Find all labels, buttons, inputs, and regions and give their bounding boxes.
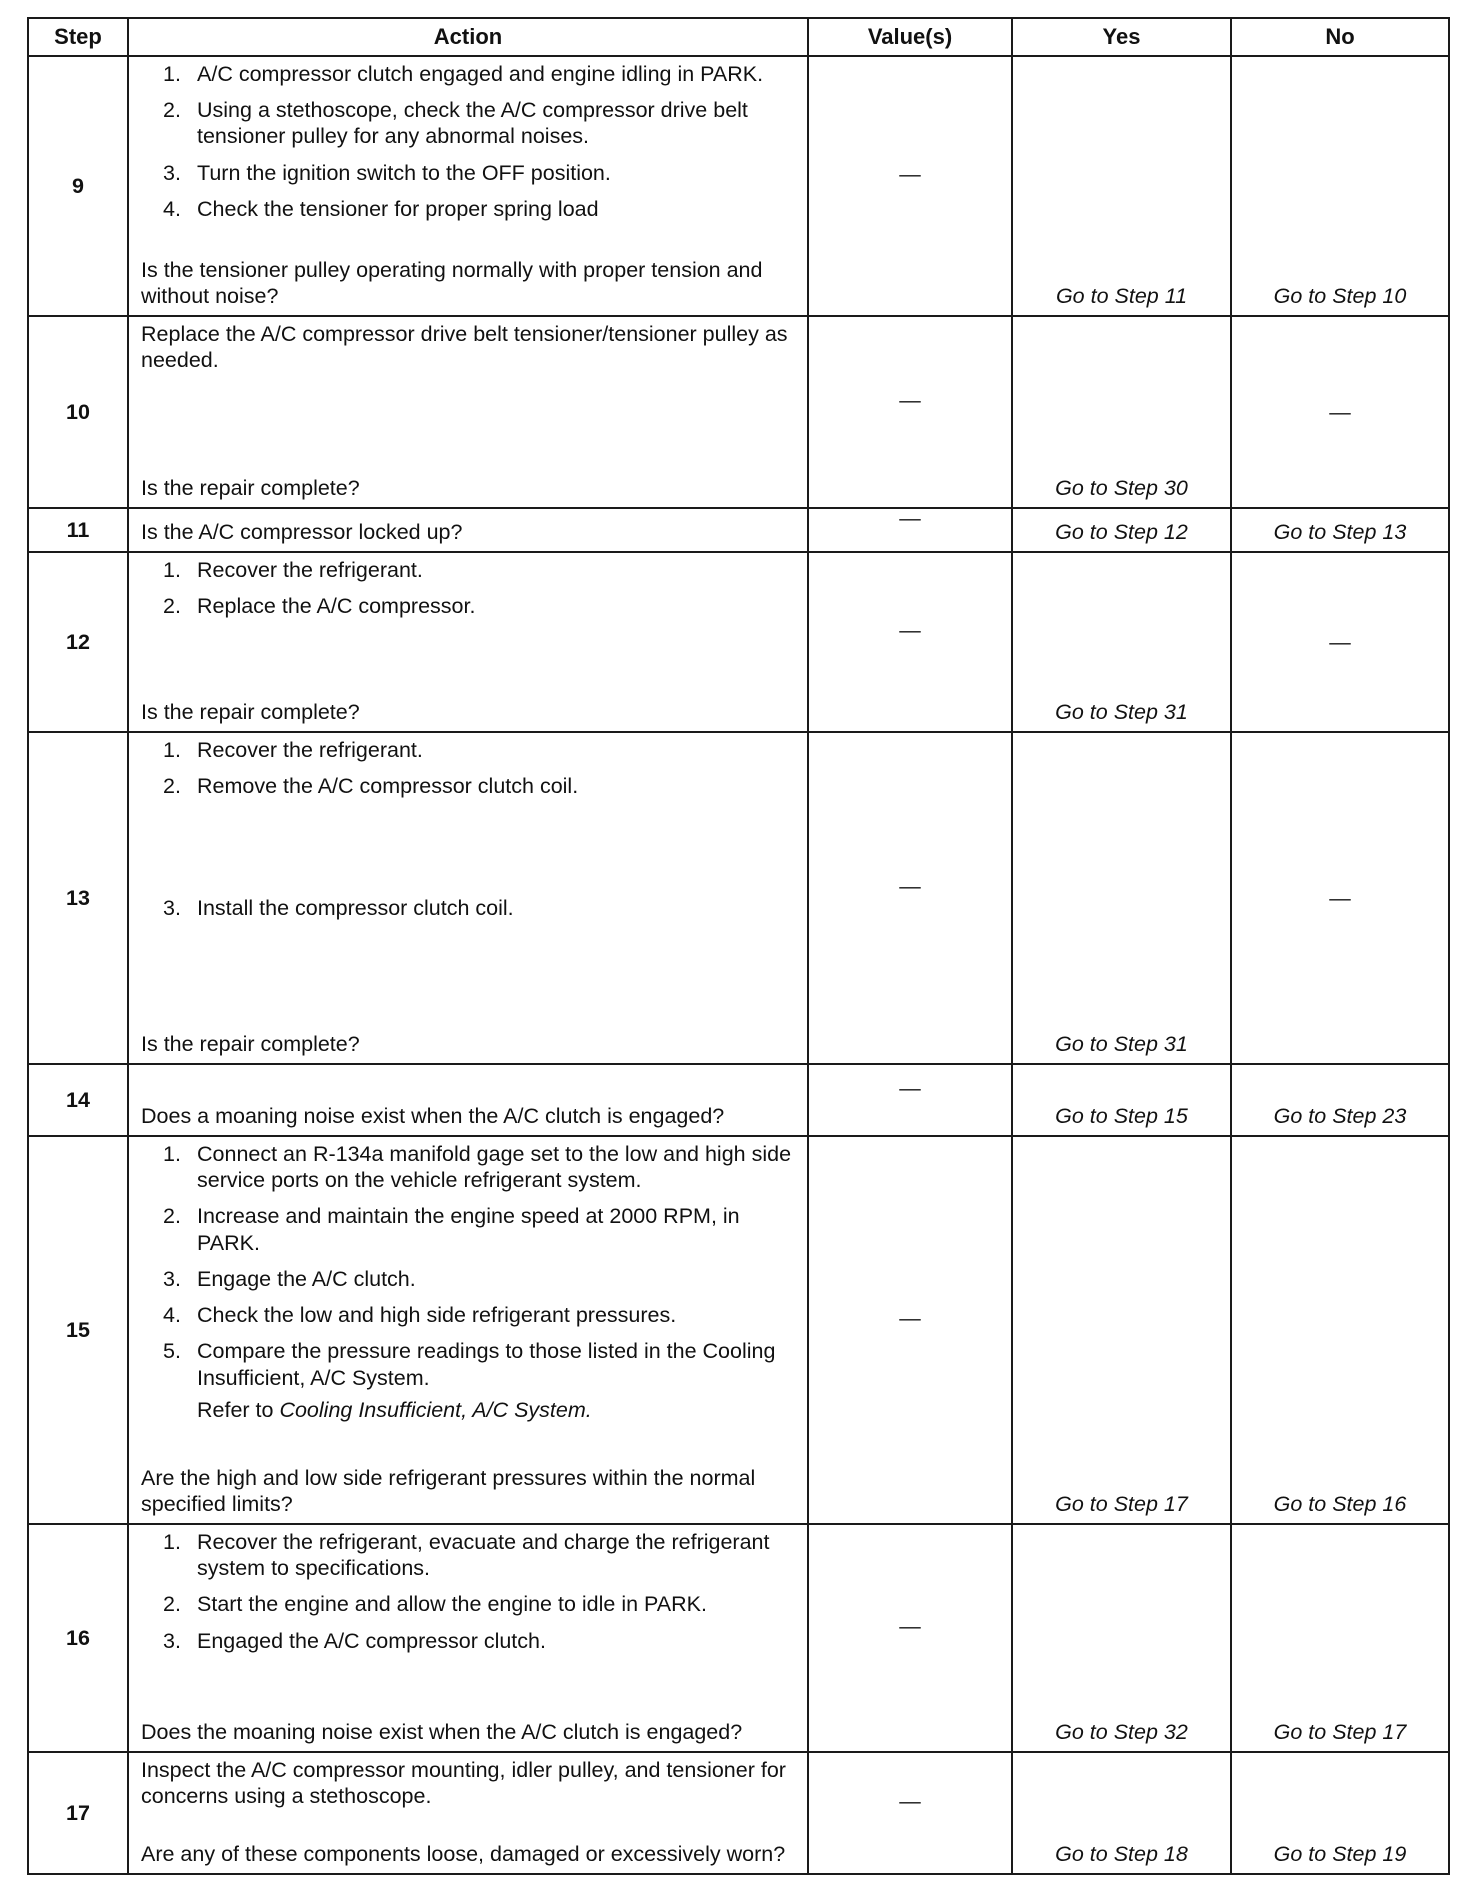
item-number: 1. xyxy=(163,62,181,86)
item-text: Check the tensioner for proper spring load xyxy=(197,196,599,221)
item-number: 2. xyxy=(163,1592,181,1617)
table-row xyxy=(28,316,1449,508)
value-cell xyxy=(808,1752,1012,1874)
action-cell xyxy=(128,56,808,316)
action-question: Is the tensioner pulley operating normally with proper tension and without noise? xyxy=(141,257,763,308)
action-content xyxy=(141,557,799,725)
action-content xyxy=(141,1069,799,1129)
step-number: 14 xyxy=(28,1064,128,1136)
action-question: Are any of these components loose, damaged or excessively worn? xyxy=(141,1841,786,1866)
action-question: Is the repair complete? xyxy=(141,699,360,724)
action-cell xyxy=(128,1524,808,1752)
procedure-item xyxy=(163,160,799,186)
step-number: 15 xyxy=(28,1136,128,1524)
item-text: Recover the refrigerant, evacuate and charge the refrigerant system to specifications. xyxy=(197,1530,770,1581)
step-number: 17 xyxy=(28,1752,128,1874)
procedure-list xyxy=(141,1529,799,1654)
table-row xyxy=(28,508,1449,552)
value-cell xyxy=(808,505,1012,552)
procedure-list xyxy=(141,61,799,222)
action-cell xyxy=(128,732,808,1064)
procedure-item xyxy=(163,593,799,619)
table-row xyxy=(28,1752,1449,1874)
value-dash: — xyxy=(899,505,921,530)
step-number: 12 xyxy=(28,552,128,732)
item-text: Connect an R-134a manifold gage set to the low and high side service ports on the vehicle refrigerant system. xyxy=(197,1142,792,1193)
item-text: Start the engine and allow the engine to idle in PARK. xyxy=(197,1592,707,1617)
action-cell xyxy=(128,1752,808,1874)
value-cell xyxy=(808,1524,1012,1752)
yes-result[interactable]: Go to Step 12 xyxy=(1012,508,1231,552)
header-no: No xyxy=(1231,18,1449,56)
refer-link[interactable]: Cooling Insufficient, A/C System. xyxy=(279,1397,592,1422)
item-text: Replace the A/C compressor. xyxy=(197,594,476,619)
action-content xyxy=(141,1529,799,1745)
no-result[interactable]: Go to Step 23 xyxy=(1231,1064,1449,1136)
spacer xyxy=(141,1069,799,1101)
value-cell xyxy=(808,552,1012,732)
value-dash: — xyxy=(899,1788,921,1813)
action-cell xyxy=(128,1136,808,1524)
refer-prefix: Refer to xyxy=(197,1397,280,1422)
action-content xyxy=(141,321,799,501)
procedure-item xyxy=(163,773,799,799)
no-result[interactable]: Go to Step 17 xyxy=(1231,1524,1449,1752)
procedure-item xyxy=(163,97,799,149)
spacer xyxy=(141,232,799,254)
no-result xyxy=(1231,732,1449,1064)
procedure-list xyxy=(141,737,799,922)
spacer xyxy=(141,1664,799,1717)
item-text: Recover the refrigerant. xyxy=(197,558,423,582)
action-cell xyxy=(128,552,808,732)
header-action: Action xyxy=(128,18,808,56)
step-number: 11 xyxy=(28,508,128,552)
action-steps xyxy=(141,1141,799,1431)
item-number: 1. xyxy=(163,1530,181,1554)
item-number: 1. xyxy=(163,1142,181,1166)
procedure-item xyxy=(163,1203,799,1255)
value-dash: — xyxy=(899,161,921,186)
value-dash: — xyxy=(899,387,921,412)
item-number: 2. xyxy=(163,1204,181,1229)
procedure-item xyxy=(163,196,799,222)
action-content xyxy=(141,1141,799,1517)
value-cell xyxy=(808,1064,1012,1136)
action-content xyxy=(141,737,799,1057)
item-text: Turn the ignition switch to the OFF position. xyxy=(197,160,611,185)
item-text: Using a stethoscope, check the A/C compressor drive belt tensioner pulley for any abnormal noises. xyxy=(197,98,748,149)
procedure-item xyxy=(163,895,799,921)
table-body xyxy=(28,56,1449,1874)
action-steps xyxy=(141,321,799,373)
step-number: 9 xyxy=(28,56,128,316)
spacer xyxy=(141,1431,799,1463)
item-number: 4. xyxy=(163,1303,181,1328)
spacer xyxy=(141,373,799,472)
procedure-item xyxy=(163,557,799,583)
action-content xyxy=(141,1757,799,1867)
item-text: Check the low and high side refrigerant pressures. xyxy=(197,1303,677,1328)
action-instruction: Replace the A/C compressor drive belt tensioner/tensioner pulley as needed. xyxy=(141,322,788,373)
action-question: Is the repair complete? xyxy=(141,475,360,500)
item-text: Recover the refrigerant. xyxy=(197,738,423,762)
spacer xyxy=(141,513,799,517)
item-text: Install the compressor clutch coil. xyxy=(197,896,514,921)
action-cell xyxy=(128,508,808,552)
no-result xyxy=(1231,552,1449,732)
action-steps xyxy=(141,1757,799,1809)
action-question: Is the repair complete? xyxy=(141,1031,360,1056)
item-number: 1. xyxy=(163,738,181,762)
action-steps xyxy=(141,557,799,629)
action-question: Is the A/C compressor locked up? xyxy=(141,519,463,544)
item-number: 1. xyxy=(163,558,181,582)
no-dash: — xyxy=(1329,399,1351,424)
table-row xyxy=(28,56,1449,316)
no-dash: — xyxy=(1329,885,1351,910)
yes-result[interactable]: Go to Step 30 xyxy=(1012,316,1231,508)
yes-result[interactable]: Go to Step 31 xyxy=(1012,552,1231,732)
refer-note xyxy=(141,1397,799,1423)
yes-result[interactable]: Go to Step 32 xyxy=(1012,1524,1231,1752)
value-cell xyxy=(808,316,1012,508)
action-steps xyxy=(141,737,799,932)
item-number: 3. xyxy=(163,1266,181,1291)
no-result xyxy=(1231,316,1449,508)
action-steps xyxy=(141,61,799,232)
yes-result[interactable]: Go to Step 11 xyxy=(1012,56,1231,316)
action-cell xyxy=(128,316,808,508)
table-row xyxy=(28,1136,1449,1524)
header-values: Value(s) xyxy=(808,18,1012,56)
action-content xyxy=(141,513,799,545)
value-cell xyxy=(808,732,1012,1064)
action-content xyxy=(141,61,799,309)
diagnostic-table xyxy=(27,17,1450,1875)
action-steps xyxy=(141,1529,799,1664)
item-text: Engaged the A/C compressor clutch. xyxy=(197,1628,546,1653)
header-step: Step xyxy=(28,18,128,56)
action-question: Does a moaning noise exist when the A/C clutch is engaged? xyxy=(141,1103,725,1128)
procedure-item xyxy=(163,1302,799,1328)
procedure-item xyxy=(163,1141,799,1193)
action-question: Does the moaning noise exist when the A/C clutch is engaged? xyxy=(141,1719,743,1744)
procedure-item xyxy=(163,737,799,763)
no-result[interactable]: Go to Step 13 xyxy=(1231,508,1449,552)
table-row xyxy=(28,732,1449,1064)
item-number: 2. xyxy=(163,98,181,123)
value-dash: — xyxy=(899,1075,921,1100)
procedure-item xyxy=(163,61,799,87)
value-cell xyxy=(808,56,1012,316)
item-number: 3. xyxy=(163,1628,181,1653)
spacer xyxy=(141,1809,799,1838)
action-question: Are the high and low side refrigerant pressures within the normal specified limits? xyxy=(141,1465,756,1516)
procedure-list xyxy=(141,1141,799,1391)
action-instruction: Inspect the A/C compressor mounting, idler pulley, and tensioner for concerns using a stethoscope. xyxy=(141,1758,786,1809)
no-result[interactable]: Go to Step 19 xyxy=(1231,1752,1449,1874)
spacer xyxy=(141,629,799,696)
table-row xyxy=(28,552,1449,732)
no-result[interactable]: Go to Step 10 xyxy=(1231,56,1449,316)
value-dash: — xyxy=(899,617,921,642)
table-row xyxy=(28,1524,1449,1752)
item-text: A/C compressor clutch engaged and engine idling in PARK. xyxy=(197,62,764,86)
item-number: 2. xyxy=(163,774,181,799)
procedure-item xyxy=(163,1338,799,1390)
step-number: 13 xyxy=(28,732,128,1064)
item-number: 3. xyxy=(163,160,181,185)
item-text: Increase and maintain the engine speed at 2000 RPM, in PARK. xyxy=(197,1204,740,1255)
procedure-item xyxy=(163,1591,799,1617)
procedure-item xyxy=(163,1266,799,1292)
no-dash: — xyxy=(1329,629,1351,654)
value-dash: — xyxy=(899,1613,921,1638)
value-dash: — xyxy=(899,1305,921,1330)
value-dash: — xyxy=(899,873,921,898)
spacer xyxy=(141,932,799,1029)
item-number: 3. xyxy=(163,896,181,921)
step-number: 16 xyxy=(28,1524,128,1752)
item-number: 5. xyxy=(163,1339,181,1364)
action-cell xyxy=(128,1064,808,1136)
no-result[interactable]: Go to Step 16 xyxy=(1231,1136,1449,1524)
step-number: 10 xyxy=(28,316,128,508)
procedure-item xyxy=(163,1628,799,1654)
item-text: Engage the A/C clutch. xyxy=(197,1266,416,1291)
yes-result[interactable]: Go to Step 17 xyxy=(1012,1136,1231,1524)
header-yes: Yes xyxy=(1012,18,1231,56)
item-text: Remove the A/C compressor clutch coil. xyxy=(197,774,579,799)
item-number: 2. xyxy=(163,594,181,619)
procedure-item xyxy=(163,1529,799,1581)
table-row xyxy=(28,1064,1449,1136)
yes-result[interactable]: Go to Step 18 xyxy=(1012,1752,1231,1874)
yes-result[interactable]: Go to Step 31 xyxy=(1012,732,1231,1064)
yes-result[interactable]: Go to Step 15 xyxy=(1012,1064,1231,1136)
item-number: 4. xyxy=(163,196,181,221)
table-header xyxy=(28,18,1449,56)
value-cell xyxy=(808,1136,1012,1524)
item-text: Compare the pressure readings to those listed in the Cooling Insufficient, A/C System. xyxy=(197,1339,776,1390)
procedure-list xyxy=(141,557,799,619)
